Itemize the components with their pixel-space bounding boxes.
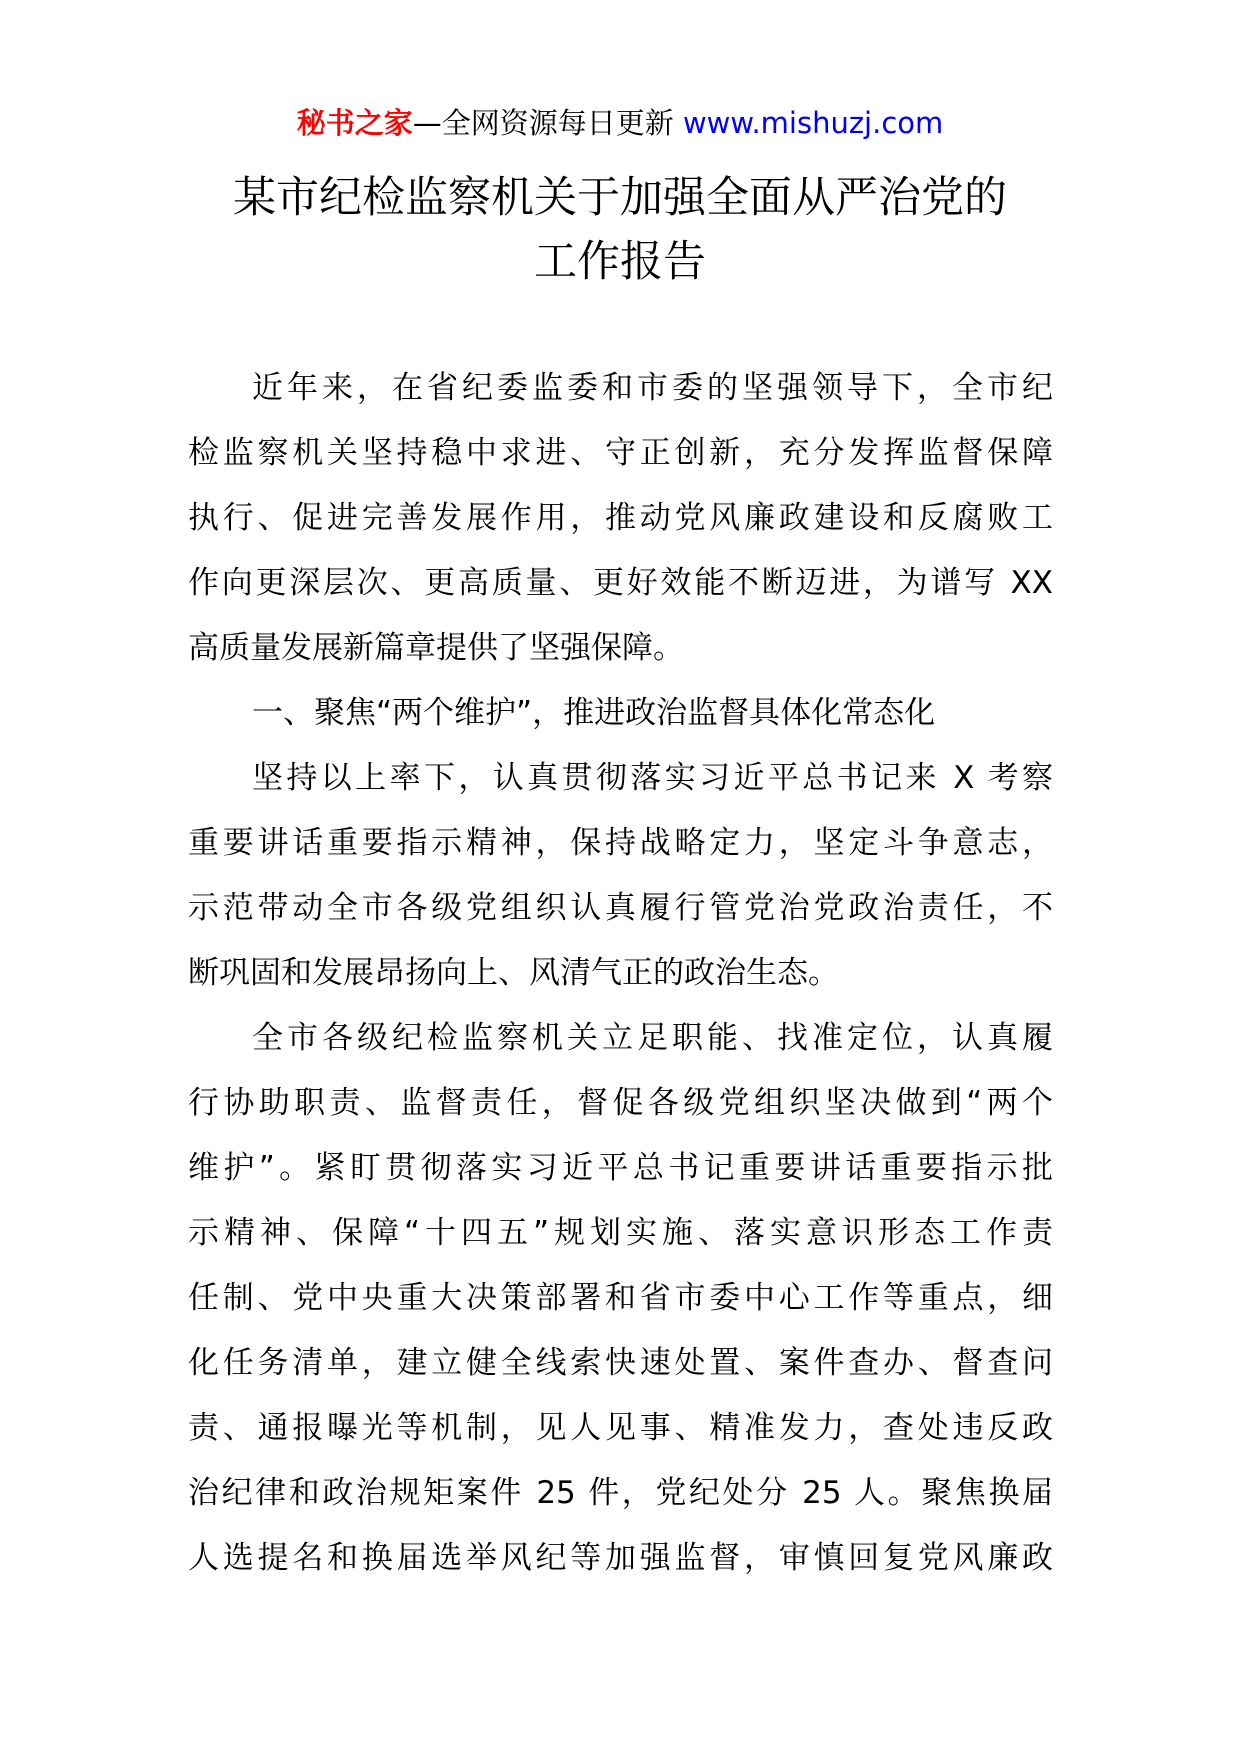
paragraph-line: 近年来，在省纪委监委和市委的坚强领导下，全市纪 bbox=[252, 370, 1053, 406]
title-line-2: 工作报告 bbox=[534, 237, 706, 287]
paragraph-line: 人选提名和换届选举风纪等加强监督，审慎回复党风廉政 bbox=[188, 1540, 1053, 1576]
paragraph-line: 化任务清单，建立健全线索快速处置、案件查办、督查问 bbox=[188, 1345, 1053, 1381]
paragraph-line: 执行、促进完善发展作用，推动党风廉政建设和反腐败工 bbox=[188, 500, 1053, 536]
paragraph-line: 示范带动全市各级党组织认真履行管党治党政治责任，不 bbox=[188, 890, 1053, 926]
paragraph-line: 断巩固和发展昂扬向上、风清气正的政治生态。 bbox=[188, 955, 839, 991]
document-title bbox=[0, 166, 1240, 294]
website-link[interactable]: www.mishuzj.com bbox=[682, 106, 944, 140]
page-header bbox=[0, 103, 1240, 143]
title-line-1: 某市纪检监察机关于加强全面从严治党的 bbox=[233, 173, 1007, 223]
paragraph-line: 作向更深层次、更高质量、更好效能不断迈进，为谱写 XX bbox=[188, 565, 1053, 601]
paragraph-line: 高质量发展新篇章提供了坚强保障。 bbox=[188, 630, 684, 666]
paragraph-line: 坚持以上率下，认真贯彻落实习近平总书记来 X 考察 bbox=[252, 760, 1053, 796]
paragraph-line: 行协助职责、监督责任，督促各级党组织坚决做到“两个 bbox=[188, 1085, 1053, 1121]
paragraph-line: 任制、党中央重大决策部署和省市委中心工作等重点，细 bbox=[188, 1280, 1053, 1316]
paragraph-line: 维护”。紧盯贯彻落实习近平总书记重要讲话重要指示批 bbox=[188, 1150, 1053, 1186]
paragraph-line: 检监察机关坚持稳中求进、守正创新，充分发挥监督保障 bbox=[188, 435, 1053, 471]
paragraph-line: 责、通报曝光等机制，见人见事、精准发力，查处违反政 bbox=[188, 1410, 1053, 1446]
brand-name: 秘书之家 bbox=[296, 106, 413, 140]
paragraph-line: 治纪律和政治规矩案件 25 件，党纪处分 25 人。聚焦换届 bbox=[188, 1475, 1053, 1511]
section-heading: 一、聚焦“两个维护”，推进政治监督具体化常态化 bbox=[252, 695, 936, 731]
paragraph-line: 重要讲话重要指示精神，保持战略定力，坚定斗争意志， bbox=[188, 825, 1053, 861]
header-slogan: —全网资源每日更新 bbox=[412, 106, 674, 140]
document-body bbox=[188, 356, 1053, 1591]
paragraph-line: 示精神、保障“十四五”规划实施、落实意识形态工作责 bbox=[188, 1215, 1053, 1251]
paragraph-line: 全市各级纪检监察机关立足职能、找准定位，认真履 bbox=[252, 1020, 1053, 1056]
